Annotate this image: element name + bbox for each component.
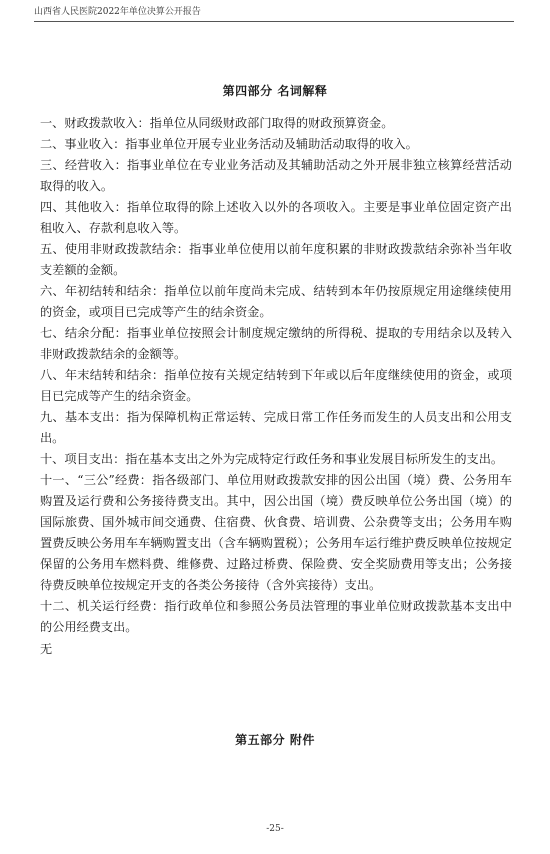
term-item: 二、事业收入：指事业单位开展专业业务活动及辅助活动取得的收入。 xyxy=(40,137,418,151)
page-number: -25- xyxy=(266,824,284,834)
term-item: 十一、“三公”经费：指各级部门、单位用财政拨款安排的因公出国（境）费、公务用车购置及运行费和公务接待费支出。其中，因公出国（境）费反映单位公务出国（境）的国际旅费、国外城市间交通费、住宿费、伙食费、培训费、公杂费等支出；公务用车购置费反映公务用车车辆购置支出（含车辆购置税）；公务用车运行维护费反映单位按规定保留的公务用车燃料费、维修费、过路过桥费、保险费、安全奖励费用等支出；公务接待费反映单位按规定开支的各类公务接待（含外宾接待）支出。 xyxy=(40,473,512,592)
section-note: 无 xyxy=(40,642,53,656)
term-item: 一、财政拨款收入：指单位从同级财政部门取得的财政预算资金。 xyxy=(40,116,394,130)
term-item: 八、年末结转和结余：指单位按有关规定结转到下年或以后年度继续使用的资金，或项目已完成等产生的结余资金。 xyxy=(40,368,512,403)
term-item: 十、项目支出：指在基本支出之外为完成特定行政任务和事业发展目标所发生的支出。 xyxy=(40,452,504,466)
term-item: 三、经营收入：指事业单位在专业业务活动及其辅助活动之外开展非独立核算经营活动取得的收入。 xyxy=(40,158,512,193)
section-title-attachments: 第五部分 附件 xyxy=(235,733,315,747)
term-item: 五、使用非财政拨款结余：指事业单位使用以前年度积累的非财政拨款结余弥补当年收支差额的金额。 xyxy=(40,242,512,277)
term-item: 七、结余分配：指事业单位按照会计制度规定缴纳的所得税、提取的专用结余以及转入非财政拨款结余的金额等。 xyxy=(40,326,512,361)
terms-list xyxy=(40,113,512,660)
term-item: 九、基本支出：指为保障机构正常运转、完成日常工作任务而发生的人员支出和公用支出。 xyxy=(40,410,512,445)
term-item: 四、其他收入：指单位取得的除上述收入以外的各项收入。主要是事业单位固定资产出租收入、存款利息收入等。 xyxy=(40,200,512,235)
term-item: 十二、机关运行经费：指行政单位和参照公务员法管理的事业单位财政拨款基本支出中的公用经费支出。 xyxy=(40,599,512,634)
page-header: 山西省人民医院2022年单位决算公开报告 xyxy=(34,6,514,22)
section-title-terms: 第四部分 名词解释 xyxy=(222,84,328,98)
term-item: 六、年初结转和结余：指单位以前年度尚未完成、结转到本年仍按原规定用途继续使用的资金，或项目已完成等产生的结余资金。 xyxy=(40,284,512,319)
